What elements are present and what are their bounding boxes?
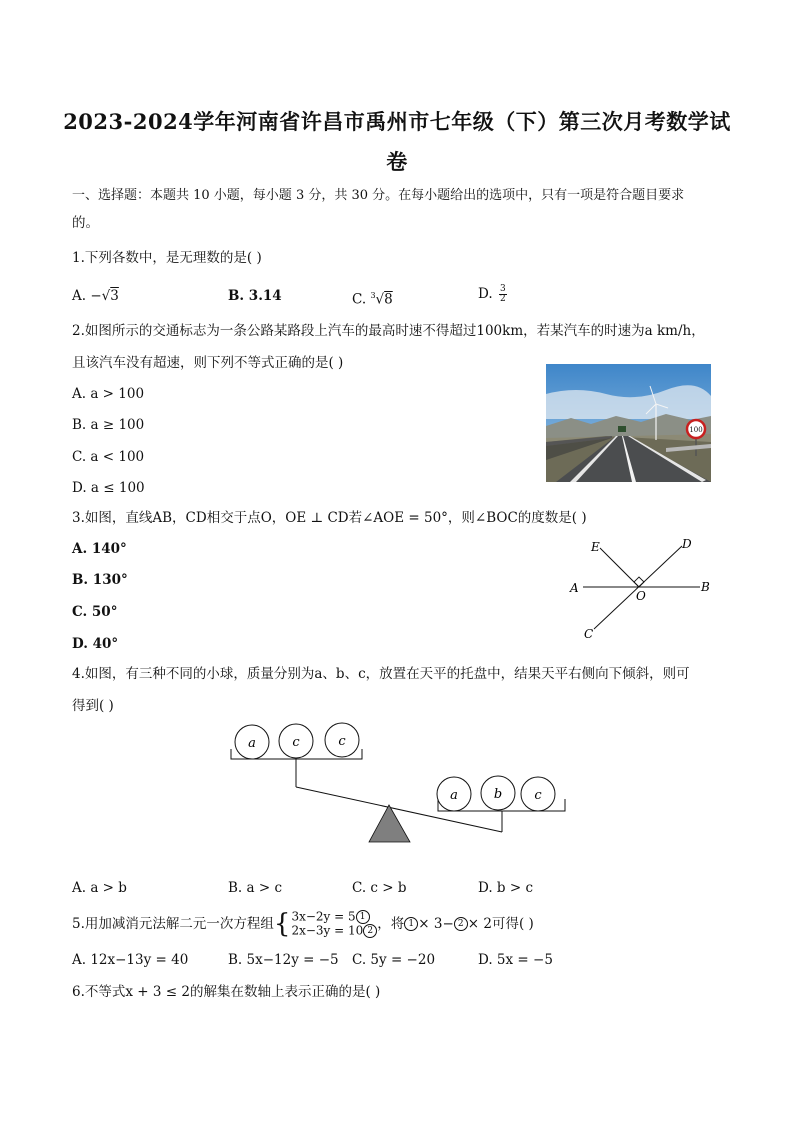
q5-option-d: D. 5x = −5 (478, 952, 553, 968)
speed-sign-label: 100 (689, 426, 703, 434)
q3-option-d: D. 40° (72, 636, 119, 652)
q4-option-c: C. c > b (352, 880, 407, 896)
q2-option-a: A. a > 100 (72, 386, 145, 402)
q5-stem: 5.用加减消元法解二元一次方程组{3x−2y = 5 1 2x−3y = 10 2 ，将 1 × 3− 2 × 2可得( ) (72, 909, 534, 939)
q1-option-c: C. $^3$√8 (352, 291, 393, 308)
q5-option-c: C. 5y = −20 (352, 952, 436, 968)
left-ball-1-label: a (248, 736, 256, 751)
label-B: B (701, 580, 710, 594)
q2-option-b: B. a ≥ 100 (72, 417, 145, 433)
q1-option-b: B. 3.14 (228, 288, 282, 304)
q4-option-d: D. b > c (478, 880, 534, 896)
q3-option-a: A. 140° (72, 541, 127, 557)
right-ball-1-label: a (450, 788, 458, 803)
right-ball-2-label: b (493, 787, 503, 802)
section-instructions: 一、选择题：本题共 10 小题，每小题 3 分，共 30 分。在每小题给出的选项中，只有一项是符合题目要求 (72, 188, 685, 203)
q3-option-b: B. 130° (72, 572, 128, 588)
q3-stem: 3.如图，直线AB，CD相交于点O，OE ⊥ CD若∠AOE = 50°，则∠BOC的度数是( ) (72, 510, 587, 526)
section-instructions-continued: 的。 (72, 215, 99, 231)
q2-stem-continued: 且该汽车没有超速，则下列不等式正确的是( ) (72, 355, 344, 371)
q1-option-a: A. −√3 (72, 288, 119, 304)
label-D: D (682, 537, 692, 551)
q5-option-a: A. 12x−13y = 40 (72, 952, 189, 968)
right-ball-3-label: c (534, 788, 542, 803)
page-title: 2023-2024学年河南省许昌市禹州市七年级（下）第三次月考数学试 (63, 109, 731, 134)
q2-stem: 2.如图所示的交通标志为一条公路某路段上汽车的最高时速不得超过100km，若某汽车的时速为a km/h， (72, 323, 705, 339)
q3-angle-figure (560, 534, 720, 644)
balance-scale-figure (225, 717, 570, 847)
q4-option-b: B. a > c (228, 880, 283, 896)
q3-option-c: C. 50° (72, 604, 118, 620)
label-E: E (591, 540, 600, 554)
label-A: A (570, 581, 579, 595)
q4-stem-continued: 得到( ) (72, 698, 114, 714)
label-O: O (636, 589, 646, 603)
q4-option-a: A. a > b (72, 880, 127, 896)
q1-stem: 1.下列各数中，是无理数的是( ) (72, 250, 262, 266)
left-ball-2-label: c (292, 735, 300, 750)
q1-option-d: D. $\frac{3}{2}$ (478, 284, 506, 304)
q2-option-c: C. a < 100 (72, 449, 145, 465)
q4-stem: 4.如图，有三种不同的小球，质量分别为a、b、c，放置在天平的托盘中，结果天平右侧向下倾斜，则可 (72, 666, 690, 682)
highway-photo (546, 364, 711, 482)
q2-option-d: D. a ≤ 100 (72, 480, 145, 496)
q6-stem: 6.不等式x + 3 ≤ 2的解集在数轴上表示正确的是( ) (72, 984, 381, 1000)
label-C: C (584, 627, 594, 641)
left-ball-3-label: c (338, 734, 346, 749)
page-title-continued: 卷 (386, 149, 408, 174)
q5-option-b: B. 5x−12y = −5 (228, 952, 339, 968)
